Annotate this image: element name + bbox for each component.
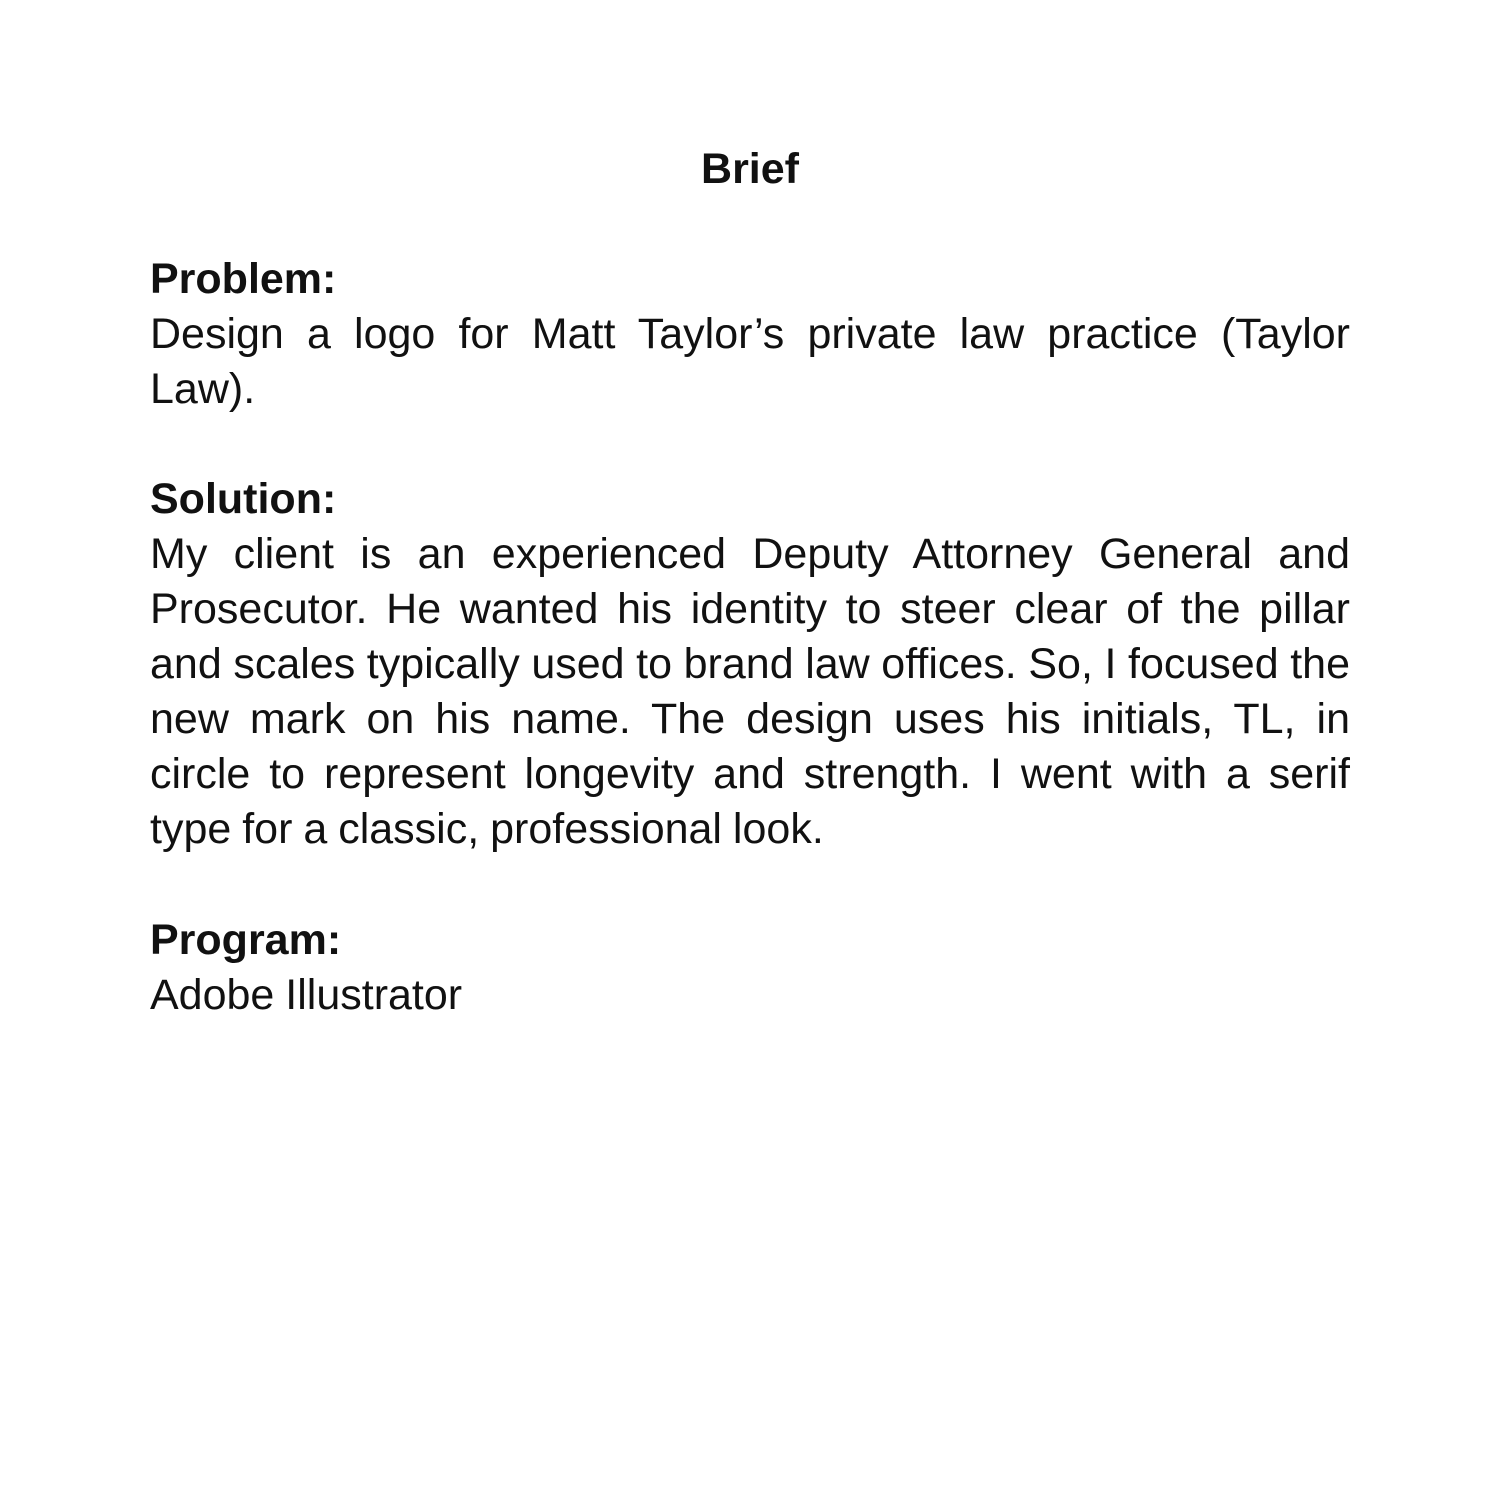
page-title: Brief	[701, 145, 799, 193]
program-text: Adobe Illustrator	[150, 971, 463, 1019]
problem-section	[150, 252, 1350, 417]
solution-text: My client is an experienced Deputy Attorney General and Prosecutor. He wanted his identity to steer clear of the pillar and scales typically used to brand law offices. So, I focused the new mark on his name. The design uses his initials, TL, in circle to represent longevity and strength. I went with a serif type for a classic, professional look.	[150, 530, 1350, 853]
problem-text: Design a logo for Matt Taylor’s private law practice (Taylor Law).	[150, 310, 1350, 413]
solution-heading: Solution:	[150, 475, 337, 523]
brief-page	[150, 0, 1350, 1501]
problem-heading: Problem:	[150, 255, 337, 303]
program-section	[150, 913, 1350, 1023]
program-heading: Program:	[150, 916, 342, 964]
solution-section	[150, 472, 1350, 857]
